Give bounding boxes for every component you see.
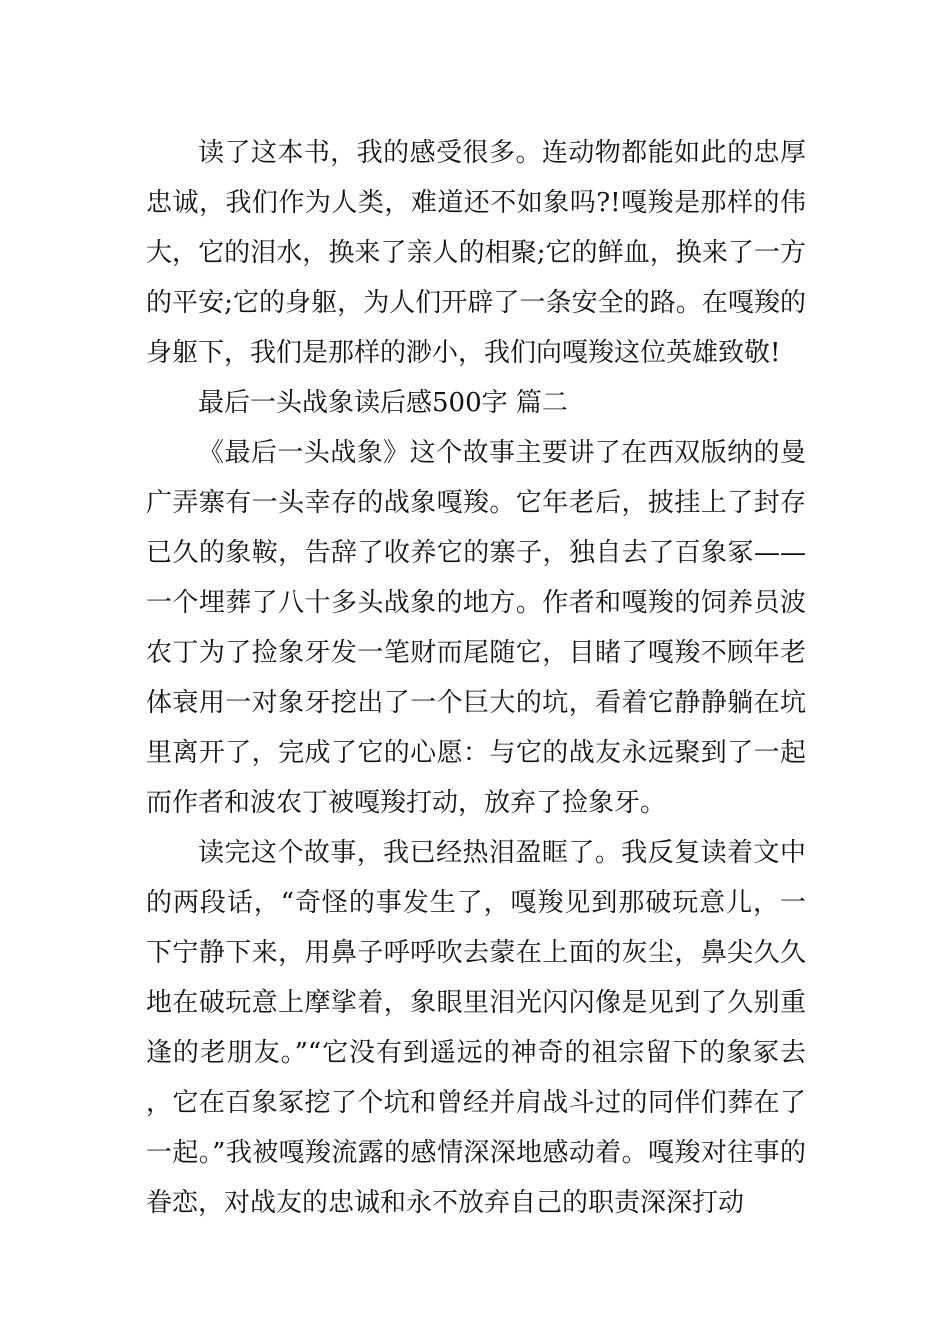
paragraph-after-reading: 读完这个故事，我已经热泪盈眶了。我反复读着文中的两段话，“奇怪的事发生了，嘎羧见到那破玩意儿，一下宁静下来，用鼻子呼呼吹去蒙在上面的灰尘，鼻尖久久地在破玩意上摩挲着，象眼里泪光闪闪像是见到了久别重逢的老朋友。”“它没有到遥远的神奇的祖宗留下的象冢去，它在百象冢挖了个坑和曾经并肩战斗过的同伴们葬在了一起。”我被嘎羧流露的感情深深地感动着。嘎羧对往事的眷恋，对战友的忠诚和永不放弃自己的职责深深打动: [146, 838, 806, 1218]
document-body: [146, 128, 806, 1228]
section-heading: 最后一头战象读后感500字 篇二: [198, 388, 568, 418]
paragraph-reflection: 读了这本书，我的感受很多。连动物都能如此的忠厚忠诚，我们作为人类，难道还不如象吗?!嘎羧是那样的伟大，它的泪水，换来了亲人的相聚;它的鲜血，换来了一方的平安;它的身躯，为人们开辟了一条安全的路。在嘎羧的身躯下，我们是那样的渺小，我们向嘎羧这位英雄致敬!: [146, 138, 806, 368]
paragraph-story-summary: 《最后一头战象》这个故事主要讲了在西双版纳的曼广弄寨有一头幸存的战象嘎羧。它年老后，披挂上了封存已久的象鞍，告辞了收养它的寨子，独自去了百象冢——一个埋葬了八十多头战象的地方。作者和嘎羧的饲养员波农丁为了捡象牙发一笔财而尾随它，目睹了嘎羧不顾年老体衰用一对象牙挖出了一个巨大的坑，看着它静静躺在坑里离开了，完成了它的心愿：与它的战友永远聚到了一起而作者和波农丁被嘎羧打动，放弃了捡象牙。: [146, 438, 806, 818]
